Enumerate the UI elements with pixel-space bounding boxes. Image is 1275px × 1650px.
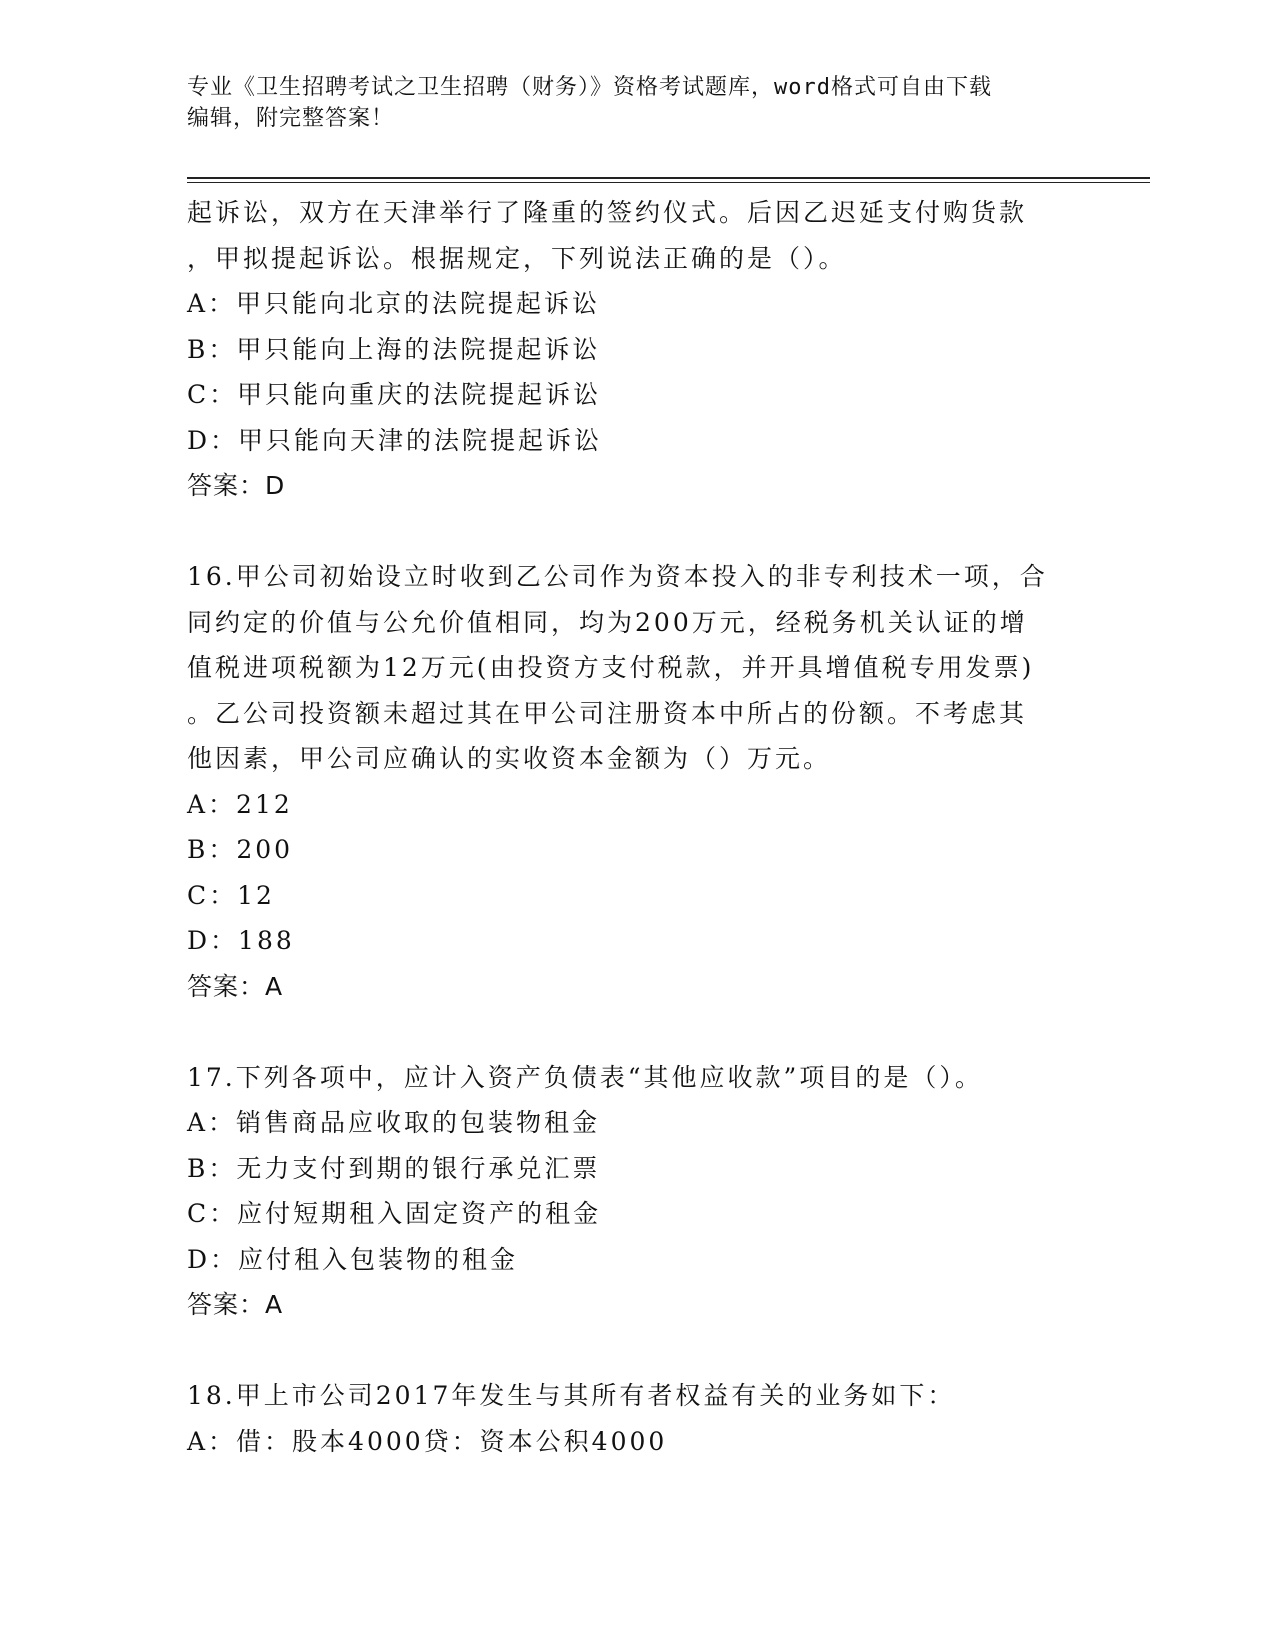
option-c: C：甲只能向重庆的法院提起诉讼 [187,380,602,409]
document-body [187,190,1087,1464]
option-c: C：应付短期租入固定资产的租金 [187,1199,602,1228]
question-text-line: 18.甲上市公司2017年发生与其所有者权益有关的业务如下： [187,1381,956,1410]
spacer [187,1009,1087,1055]
option-a: A：销售商品应收取的包装物租金 [187,1108,601,1137]
question-text-line: 16.甲公司初始设立时收到乙公司作为资本投入的非专利技术一项，合 [187,562,1048,591]
option-d: D：应付租入包装物的租金 [187,1244,519,1274]
answer-line: 答案：A [187,1290,284,1319]
header-line-2: 编辑，附完整答案！ [187,106,395,131]
option-d: D：甲只能向天津的法院提起诉讼 [187,425,603,455]
option-a: A：甲只能向北京的法院提起诉讼 [187,289,601,318]
option-b: B：200 [187,835,294,864]
option-a: A：借：股本4000贷：资本公积4000 [187,1426,668,1456]
question-text-line: 。乙公司投资额未超过其在甲公司注册资本中所占的份额。不考虑其 [187,698,1028,728]
question-text-line: 起诉讼，双方在天津举行了隆重的签约仪式。后因乙迟延支付购货款 [187,198,1028,227]
question-text-line: ，甲拟提起诉讼。根据规定，下列说法正确的是（）。 [187,243,847,273]
option-a: A：212 [187,789,293,819]
answer-line: 答案：A [187,971,284,1001]
document-header [187,72,1067,134]
question-text-line: 17.下列各项中，应计入资产负债表“其他应收款”项目的是（）。 [187,1062,983,1092]
question-block [187,554,1087,1009]
question-block [187,1373,1087,1464]
question-text-line: 值税进项税额为12万元(由投资方支付税款，并开具增值税专用发票) [187,653,1035,682]
answer-line: 答案：D [187,471,286,500]
spacer [187,1328,1087,1374]
question-text-line: 他因素，甲公司应确认的实收资本金额为（）万元。 [187,744,832,773]
header-divider-thin [187,182,1150,183]
option-c: C：12 [187,880,275,910]
header-line-1: 专业《卫生招聘考试之卫生招聘（财务）》资格考试题库，word格式可自由下载 [187,75,992,100]
question-block [187,190,1087,509]
header-divider-thick [187,177,1150,179]
option-d: D：188 [187,926,295,955]
question-block [187,1055,1087,1328]
option-b: B：无力支付到期的银行承兑汇票 [187,1153,601,1183]
question-text-line: 同约定的价值与公允价值相同，均为200万元，经税务机关认证的增 [187,607,1028,637]
spacer [187,509,1087,555]
option-b: B：甲只能向上海的法院提起诉讼 [187,334,601,364]
